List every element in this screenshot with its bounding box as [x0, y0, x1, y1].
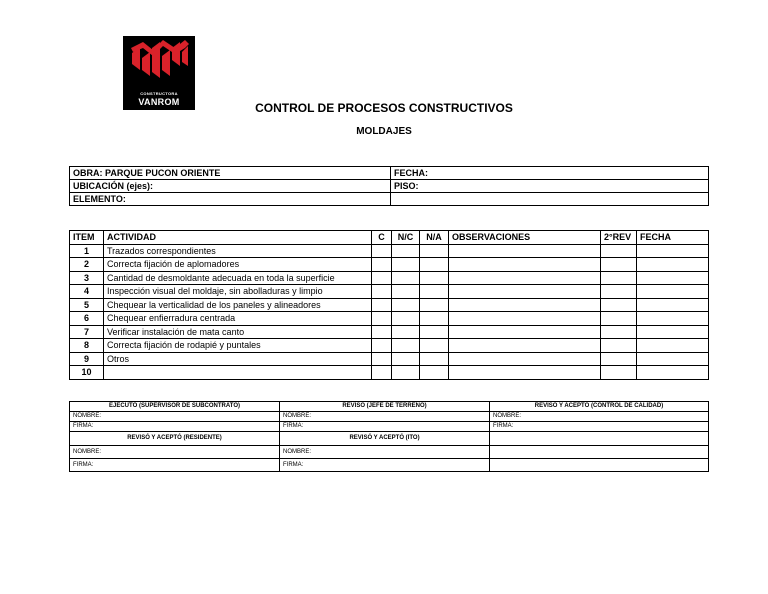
- observaciones-cell[interactable]: [449, 325, 601, 339]
- header-observaciones: OBSERVACIONES: [449, 231, 601, 245]
- rev2-cell[interactable]: [601, 312, 637, 326]
- rev2-cell[interactable]: [601, 271, 637, 285]
- control-calidad-header: REVISÓ Y ACEPTÓ (CONTROL DE CALIDAD): [490, 402, 709, 412]
- c-check-cell[interactable]: [372, 339, 392, 353]
- na-check-cell[interactable]: [420, 352, 449, 366]
- ubicacion-field[interactable]: UBICACIÓN (ejes):: [70, 180, 391, 193]
- nc-check-cell[interactable]: [392, 298, 420, 312]
- activity-label: Inspección visual del moldaje, sin abolladuras y limpio: [104, 285, 372, 299]
- activity-header-row: [70, 231, 709, 245]
- activity-label: Correcta fijación de aplomadores: [104, 258, 372, 272]
- na-check-cell[interactable]: [420, 271, 449, 285]
- activity-label: Trazados correspondientes: [104, 244, 372, 258]
- logo-text-vanrom: VANROM: [138, 97, 180, 107]
- activity-label: Chequear enfierradura centrada: [104, 312, 372, 326]
- table-row: [70, 285, 709, 299]
- rev2-cell[interactable]: [601, 298, 637, 312]
- ito-header: REVISÓ Y ACEPTÓ (ITO): [280, 432, 490, 446]
- rev2-cell[interactable]: [601, 325, 637, 339]
- ejecuto-firma[interactable]: FIRMA:: [70, 422, 280, 432]
- item-number: 8: [70, 339, 104, 353]
- observaciones-cell[interactable]: [449, 352, 601, 366]
- observaciones-cell[interactable]: [449, 312, 601, 326]
- header-nc: N/C: [392, 231, 420, 245]
- header-fecha: FECHA: [637, 231, 709, 245]
- page-subtitle: MOLDAJES: [356, 126, 412, 137]
- activity-label: Chequear la verticalidad de los paneles y alineadores: [104, 298, 372, 312]
- c-check-cell[interactable]: [372, 271, 392, 285]
- page-title: CONTROL DE PROCESOS CONSTRUCTIVOS: [255, 101, 513, 115]
- terreno-firma[interactable]: FIRMA:: [280, 422, 490, 432]
- piso-field[interactable]: PISO:: [391, 180, 709, 193]
- item-number: 4: [70, 285, 104, 299]
- header-item: ITEM: [70, 231, 104, 245]
- rev2-cell[interactable]: [601, 352, 637, 366]
- activity-label: [104, 366, 372, 380]
- rev2-cell[interactable]: [601, 339, 637, 353]
- item-number: 5: [70, 298, 104, 312]
- ejecuto-nombre[interactable]: NOMBRE:: [70, 412, 280, 422]
- nc-check-cell[interactable]: [392, 339, 420, 353]
- fecha-cell[interactable]: [637, 285, 709, 299]
- item-number: 7: [70, 325, 104, 339]
- c-check-cell[interactable]: [372, 312, 392, 326]
- nc-check-cell[interactable]: [392, 325, 420, 339]
- residente-nombre[interactable]: NOMBRE:: [70, 446, 280, 459]
- nc-check-cell[interactable]: [392, 366, 420, 380]
- item-number: 2: [70, 258, 104, 272]
- fecha-cell[interactable]: [637, 339, 709, 353]
- observaciones-cell[interactable]: [449, 298, 601, 312]
- activity-label: Cantidad de desmoldante adecuada en toda la superficie: [104, 271, 372, 285]
- observaciones-cell[interactable]: [449, 244, 601, 258]
- observaciones-cell[interactable]: [449, 271, 601, 285]
- fecha-cell[interactable]: [637, 258, 709, 272]
- company-logo: [123, 36, 195, 110]
- na-check-cell[interactable]: [420, 244, 449, 258]
- c-check-cell[interactable]: [372, 285, 392, 299]
- nc-check-cell[interactable]: [392, 285, 420, 299]
- table-row: [70, 325, 709, 339]
- c-check-cell[interactable]: [372, 258, 392, 272]
- residente-header: REVISÓ Y ACEPTÓ (RESIDENTE): [70, 432, 280, 446]
- na-check-cell[interactable]: [420, 366, 449, 380]
- calidad-firma[interactable]: FIRMA:: [490, 422, 709, 432]
- table-row: [70, 298, 709, 312]
- table-row: [70, 366, 709, 380]
- empty-cell: [490, 432, 709, 446]
- table-row: [70, 352, 709, 366]
- na-check-cell[interactable]: [420, 339, 449, 353]
- calidad-nombre[interactable]: NOMBRE:: [490, 412, 709, 422]
- c-check-cell[interactable]: [372, 298, 392, 312]
- table-row: [70, 244, 709, 258]
- activity-label: Verificar instalación de mata canto: [104, 325, 372, 339]
- elemento-extra-field[interactable]: [391, 193, 709, 206]
- fecha-cell[interactable]: [637, 366, 709, 380]
- na-check-cell[interactable]: [420, 258, 449, 272]
- na-check-cell[interactable]: [420, 285, 449, 299]
- ito-firma[interactable]: FIRMA:: [280, 459, 490, 472]
- empty-cell: [490, 446, 709, 459]
- observaciones-cell[interactable]: [449, 258, 601, 272]
- fecha-cell[interactable]: [637, 325, 709, 339]
- rev2-cell[interactable]: [601, 366, 637, 380]
- c-check-cell[interactable]: [372, 244, 392, 258]
- info-table: [69, 166, 709, 206]
- nc-check-cell[interactable]: [392, 258, 420, 272]
- na-check-cell[interactable]: [420, 312, 449, 326]
- ejecuto-header: EJECUTÓ (SUPERVISOR DE SUBCONTRATO): [70, 402, 280, 412]
- residente-firma[interactable]: FIRMA:: [70, 459, 280, 472]
- header-actividad: ACTIVIDAD: [104, 231, 372, 245]
- empty-cell: [490, 459, 709, 472]
- fecha-field[interactable]: FECHA:: [391, 167, 709, 180]
- header-2rev: 2°REV: [601, 231, 637, 245]
- na-check-cell[interactable]: [420, 325, 449, 339]
- fecha-cell[interactable]: [637, 271, 709, 285]
- rev2-cell[interactable]: [601, 285, 637, 299]
- obra-field[interactable]: OBRA: PARQUE PUCON ORIENTE: [70, 167, 391, 180]
- nc-check-cell[interactable]: [392, 244, 420, 258]
- reviso-terreno-header: REVISÓ (JEFE DE TERRENO): [280, 402, 490, 412]
- na-check-cell[interactable]: [420, 298, 449, 312]
- logo-text-constructora: CONSTRUCTORA: [140, 91, 178, 96]
- observaciones-cell[interactable]: [449, 285, 601, 299]
- item-number: 9: [70, 352, 104, 366]
- elemento-field[interactable]: ELEMENTO:: [70, 193, 391, 206]
- activity-label: Otros: [104, 352, 372, 366]
- item-number: 1: [70, 244, 104, 258]
- header-na: N/A: [420, 231, 449, 245]
- activity-label: Correcta fijación de rodapié y puntales: [104, 339, 372, 353]
- nc-check-cell[interactable]: [392, 312, 420, 326]
- terreno-nombre[interactable]: NOMBRE:: [280, 412, 490, 422]
- fecha-cell[interactable]: [637, 312, 709, 326]
- c-check-cell[interactable]: [372, 366, 392, 380]
- table-row: [70, 339, 709, 353]
- table-row: [70, 258, 709, 272]
- item-number: 3: [70, 271, 104, 285]
- nc-check-cell[interactable]: [392, 271, 420, 285]
- header-c: C: [372, 231, 392, 245]
- ito-nombre[interactable]: NOMBRE:: [280, 446, 490, 459]
- fecha-cell[interactable]: [637, 298, 709, 312]
- observaciones-cell[interactable]: [449, 366, 601, 380]
- nc-check-cell[interactable]: [392, 352, 420, 366]
- item-number: 10: [70, 366, 104, 380]
- c-check-cell[interactable]: [372, 352, 392, 366]
- rev2-cell[interactable]: [601, 258, 637, 272]
- table-row: [70, 271, 709, 285]
- observaciones-cell[interactable]: [449, 339, 601, 353]
- rev2-cell[interactable]: [601, 244, 637, 258]
- fecha-cell[interactable]: [637, 352, 709, 366]
- table-row: [70, 312, 709, 326]
- activity-table: [69, 230, 709, 380]
- c-check-cell[interactable]: [372, 325, 392, 339]
- item-number: 6: [70, 312, 104, 326]
- fecha-cell[interactable]: [637, 244, 709, 258]
- signature-table: [69, 401, 709, 472]
